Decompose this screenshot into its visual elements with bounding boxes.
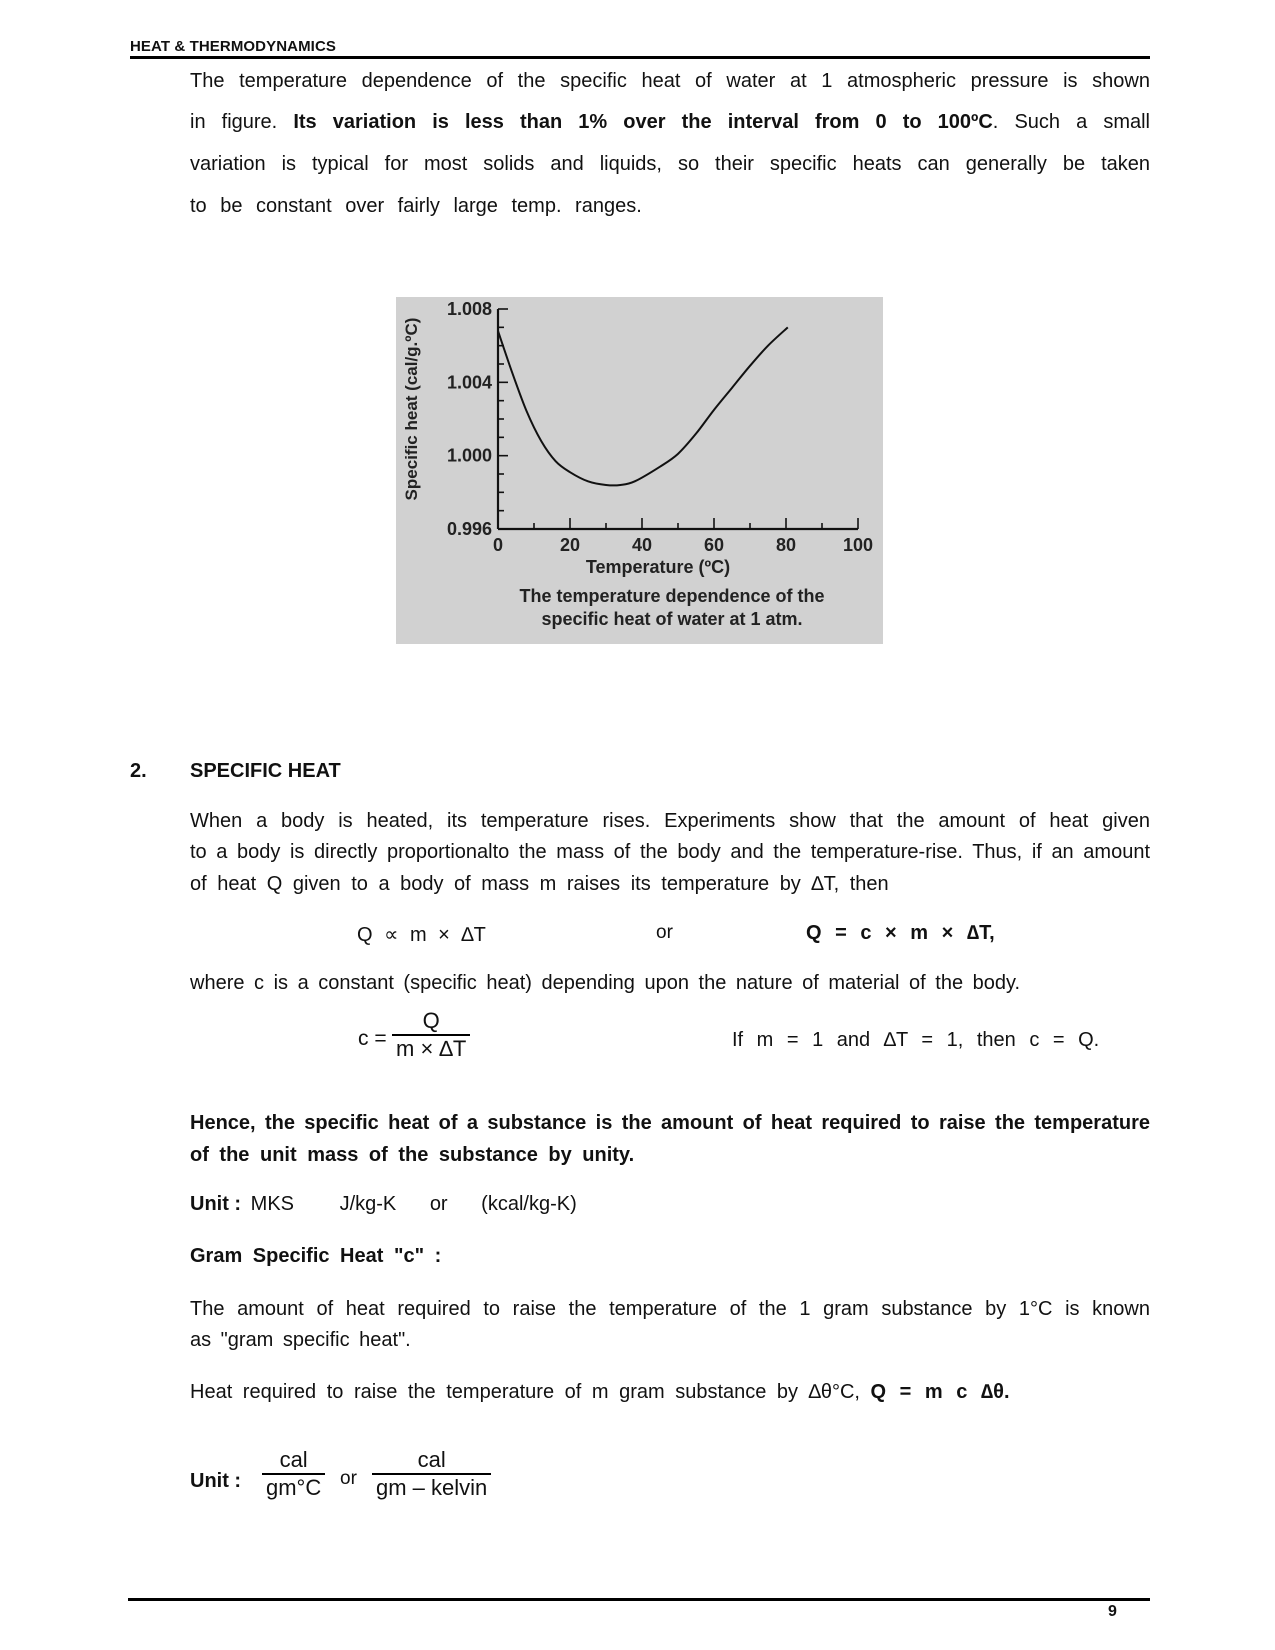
section-number: 2. — [130, 760, 147, 782]
intro-text: in figure. — [190, 111, 278, 133]
body-line-2: to a body is directly proportionalto the mass of the body and the temperature-rise. Thus, if an amount — [190, 841, 1150, 863]
fraction-cal-per-gm-kelvin — [372, 1447, 491, 1501]
body-line-3: of heat Q given to a body of mass m raises its temperature by ∆T, then — [190, 873, 889, 895]
fraction-cal-per-gm-c — [262, 1447, 325, 1501]
fraction-numerator: cal — [417, 1447, 446, 1472]
intro-line-2 — [190, 111, 1150, 134]
chart-axes — [498, 309, 858, 529]
if-condition-line: If m = 1 and ∆T = 1, then c = Q. — [732, 1029, 1100, 1051]
where-line: where c is a constant (specific heat) depending upon the nature of material of the body. — [190, 972, 1021, 994]
x-axis-label: Temperature (ºC) — [585, 557, 731, 577]
y-tick-label: 1.000 — [446, 445, 492, 466]
fraction-numerator: cal — [279, 1447, 308, 1472]
section-title: SPECIFIC HEAT — [190, 760, 341, 782]
y-axis-label: Specific heat (cal/g.ºC) — [402, 317, 421, 501]
x-tick-label: 80 — [775, 535, 797, 555]
chart-tick-labels — [447, 299, 873, 555]
unit-si: J/kg-K — [339, 1193, 397, 1215]
fraction-numerator: Q — [422, 1008, 440, 1033]
equation-or: or — [656, 922, 673, 943]
fraction-denominator: m × ∆T — [396, 1035, 467, 1061]
x-tick-label: 20 — [559, 535, 581, 555]
chart-ticks — [498, 309, 858, 529]
y-tick-label: 0.996 — [446, 519, 492, 539]
running-header: HEAT & THERMODYNAMICS — [130, 38, 336, 55]
gram-specific-heat-heading: Gram Specific Heat "c" : — [190, 1245, 442, 1267]
x-tick-label: 100 — [842, 535, 874, 555]
unit-gram-label: Unit : — [190, 1470, 242, 1492]
figure-caption-line-1: The temperature dependence of the — [519, 586, 825, 606]
x-tick-label: 40 — [631, 535, 653, 555]
equation-proportional: Q ∝ m × ∆T — [357, 924, 486, 946]
body-line-1: When a body is heated, its temperature rises. Experiments show that the amount of heat given — [190, 810, 1150, 832]
unit-system: MKS — [250, 1193, 294, 1215]
unit-gram-or: or — [340, 1468, 357, 1489]
intro-line-4: to be constant over fairly large temp. ranges. — [190, 195, 642, 217]
unit-mks-row — [190, 1193, 577, 1216]
gram-text-line-2: as "gram specific heat". — [190, 1329, 411, 1351]
page-number: 9 — [1108, 1603, 1117, 1620]
fraction-denominator: gm – kelvin — [376, 1474, 488, 1500]
intro-emphasis: Its variation is less than 1% over the interval from 0 to 100ºC — [293, 111, 993, 133]
definition-line-1: Hence, the specific heat of a substance is the amount of heat required to raise the temperature — [190, 1112, 1150, 1134]
header-rule — [130, 56, 1150, 59]
x-tick-label: 0 — [492, 535, 504, 555]
y-tick-label: 1.004 — [446, 372, 492, 393]
footer-rule — [128, 1598, 1150, 1601]
heat-required-text: Heat required to raise the temperature of m gram substance by ∆θ°C, — [190, 1381, 860, 1403]
chart-svg — [396, 297, 883, 644]
unit-kcal: (kcal/kg-K) — [481, 1193, 577, 1215]
y-tick-label: 1.008 — [446, 299, 492, 319]
unit-or: or — [429, 1193, 448, 1215]
intro-line-1: The temperature dependence of the specific heat of water at 1 atmospheric pressure is shown — [190, 70, 1150, 92]
definition-line-2: of the unit mass of the substance by unity. — [190, 1144, 635, 1166]
intro-text: . Such a small — [992, 111, 1150, 133]
specific-heat-curve — [498, 327, 788, 485]
fraction-denominator: gm°C — [266, 1474, 322, 1500]
figure-specific-heat-chart — [396, 297, 883, 644]
c-equals-label: c = — [358, 1027, 387, 1050]
unit-label: Unit : — [190, 1193, 242, 1215]
x-tick-label: 60 — [703, 535, 725, 555]
intro-line-3: variation is typical for most solids and liquids, so their specific heats can generally be taken — [190, 153, 1150, 175]
fraction-q-over-m-dt — [392, 1008, 470, 1062]
figure-caption-line-2: specific heat of water at 1 atm. — [541, 609, 803, 629]
heat-required-equation: Q = m c ∆θ. — [870, 1381, 1010, 1403]
equation-specific-heat: Q = c × m × ∆T, — [806, 922, 995, 944]
heat-required-line — [190, 1381, 1010, 1404]
gram-text-line-1: The amount of heat required to raise the temperature of the 1 gram substance by 1°C is known — [190, 1298, 1150, 1320]
